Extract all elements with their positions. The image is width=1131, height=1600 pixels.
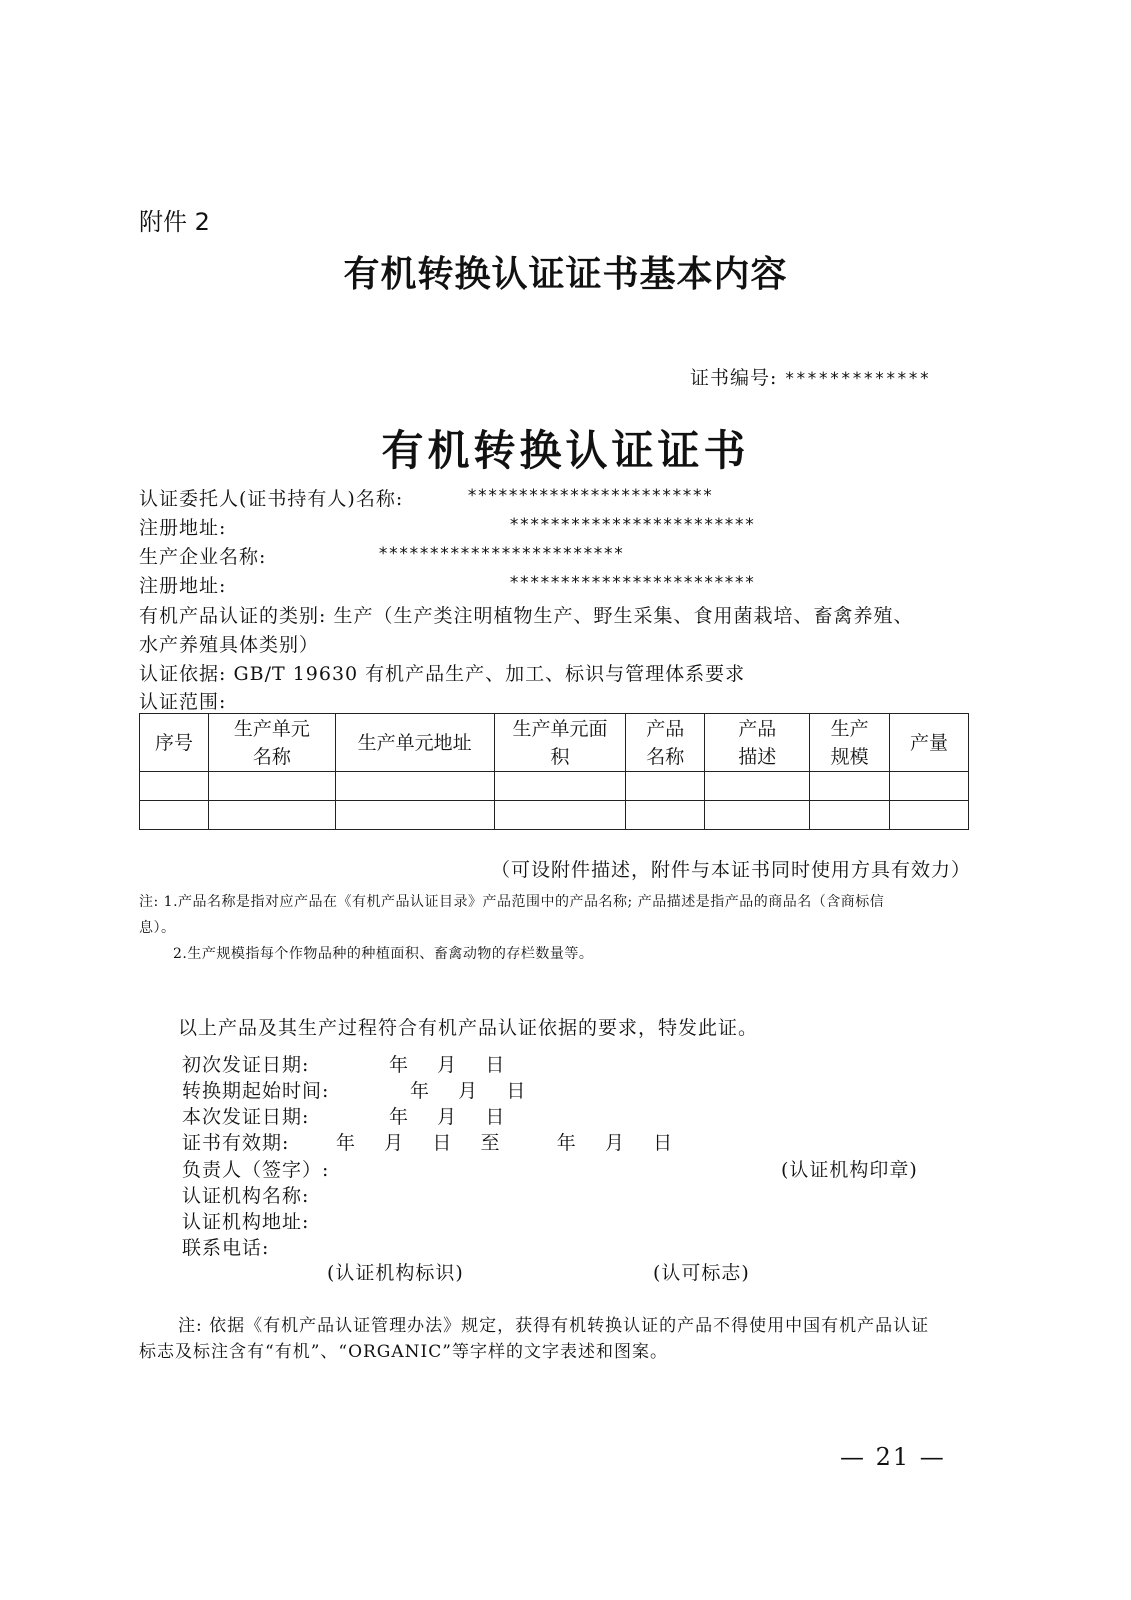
table-cell	[890, 801, 969, 830]
final-note-line1: 注: 依据《有机产品认证管理办法》规定，获得有机转换认证的产品不得使用中国有机产品认证	[178, 1316, 930, 1336]
table-cell	[208, 801, 335, 830]
conversion-start-label: 转换期起始时间:	[182, 1080, 330, 1102]
col-header-production-scale: 生产 规模	[810, 714, 890, 772]
col-header-output: 产量	[890, 714, 969, 772]
col-header-product-description: 产品 描述	[705, 714, 810, 772]
table-cell	[705, 801, 810, 830]
org-address-label: 认证机构地址:	[182, 1211, 310, 1233]
seal-placeholder: (认证机构印章)	[781, 1159, 918, 1181]
responsible-person-label: 负责人（签字）:	[182, 1159, 330, 1181]
first-issue-date-value: 年 月 日	[389, 1054, 506, 1076]
field-producer-name-label: 生产企业名称:	[139, 546, 267, 568]
scope-table-header	[140, 714, 969, 772]
attachment-label: 附件 2	[139, 208, 210, 236]
scope-label: 认证范围:	[139, 691, 227, 713]
table-cell	[335, 801, 494, 830]
this-issue-date-label: 本次发证日期:	[182, 1106, 310, 1128]
page-number: — 21 —	[840, 1443, 946, 1471]
org-name-label: 认证机构名称:	[182, 1185, 310, 1207]
this-issue-date-value: 年 月 日	[389, 1106, 506, 1128]
col-header-unit-name: 生产单元 名称	[208, 714, 335, 772]
main-title: 有机转换认证证书基本内容	[343, 254, 788, 295]
field-reg-address-label: 注册地址:	[139, 517, 227, 539]
table-cell	[494, 772, 626, 801]
col-header-serial: 序号	[140, 714, 209, 772]
validity-value: 年 月 日 至 年 月 日	[336, 1132, 674, 1154]
note-1-line2: 息）。	[139, 920, 176, 936]
table-cell	[140, 772, 209, 801]
field-reg-address-value: ************************	[509, 515, 755, 535]
table-cell	[890, 772, 969, 801]
certificate-number-value: *************	[784, 369, 931, 389]
org-mark-placeholder: (认证机构标识)	[327, 1262, 464, 1284]
note-2: 2.生产规模指每个作物品种的种植面积、畜禽动物的存栏数量等。	[173, 946, 594, 962]
certificate-title: 有机转换认证证书	[381, 426, 750, 475]
conformity-statement: 以上产品及其生产过程符合有机产品认证依据的要求，特发此证。	[178, 1017, 759, 1039]
field-producer-name-value: ************************	[378, 544, 624, 564]
certificate-number-label: 证书编号:	[690, 367, 778, 389]
table-cell	[810, 772, 890, 801]
field-producer-address-label: 注册地址:	[139, 575, 227, 597]
table-cell	[494, 801, 626, 830]
field-client-name-value: ************************	[467, 486, 713, 506]
field-producer-address-value: ************************	[509, 573, 755, 593]
accreditation-mark-placeholder: (认可标志)	[653, 1262, 750, 1284]
scope-table	[139, 713, 969, 830]
table-cell	[705, 772, 810, 801]
table-cell	[626, 772, 705, 801]
table-row	[140, 772, 969, 801]
certificate-number	[690, 363, 931, 390]
annex-note: （可设附件描述，附件与本证书同时使用方具有效力）	[490, 859, 971, 881]
first-issue-date-label: 初次发证日期:	[182, 1054, 310, 1076]
certification-basis: 认证依据: GB/T 19630 有机产品生产、加工、标识与管理体系要求	[139, 663, 746, 685]
phone-label: 联系电话:	[182, 1237, 270, 1259]
conversion-start-value: 年 月 日	[410, 1080, 527, 1102]
table-cell	[810, 801, 890, 830]
col-header-unit-address: 生产单元地址	[335, 714, 494, 772]
col-header-product-name: 产品 名称	[626, 714, 705, 772]
category-line1: 有机产品认证的类别: 生产（生产类注明植物生产、野生采集、食用菌栽培、畜禽养殖、	[139, 605, 914, 627]
table-cell	[626, 801, 705, 830]
final-note-line2: 标志及标注含有“有机”、“ORGANIC”等字样的文字表述和图案。	[139, 1342, 668, 1362]
validity-label: 证书有效期:	[182, 1132, 290, 1154]
table-row	[140, 801, 969, 830]
note-1-line1: 注: 1.产品名称是指对应产品在《有机产品认证目录》产品范围中的产品名称; 产品描述是指产品的商品名（含商标信	[139, 894, 885, 910]
table-cell	[208, 772, 335, 801]
table-cell	[335, 772, 494, 801]
col-header-unit-area: 生产单元面 积	[494, 714, 626, 772]
field-client-name-label: 认证委托人(证书持有人)名称:	[139, 488, 404, 510]
table-cell	[140, 801, 209, 830]
category-line2: 水产养殖具体类别）	[139, 634, 320, 656]
